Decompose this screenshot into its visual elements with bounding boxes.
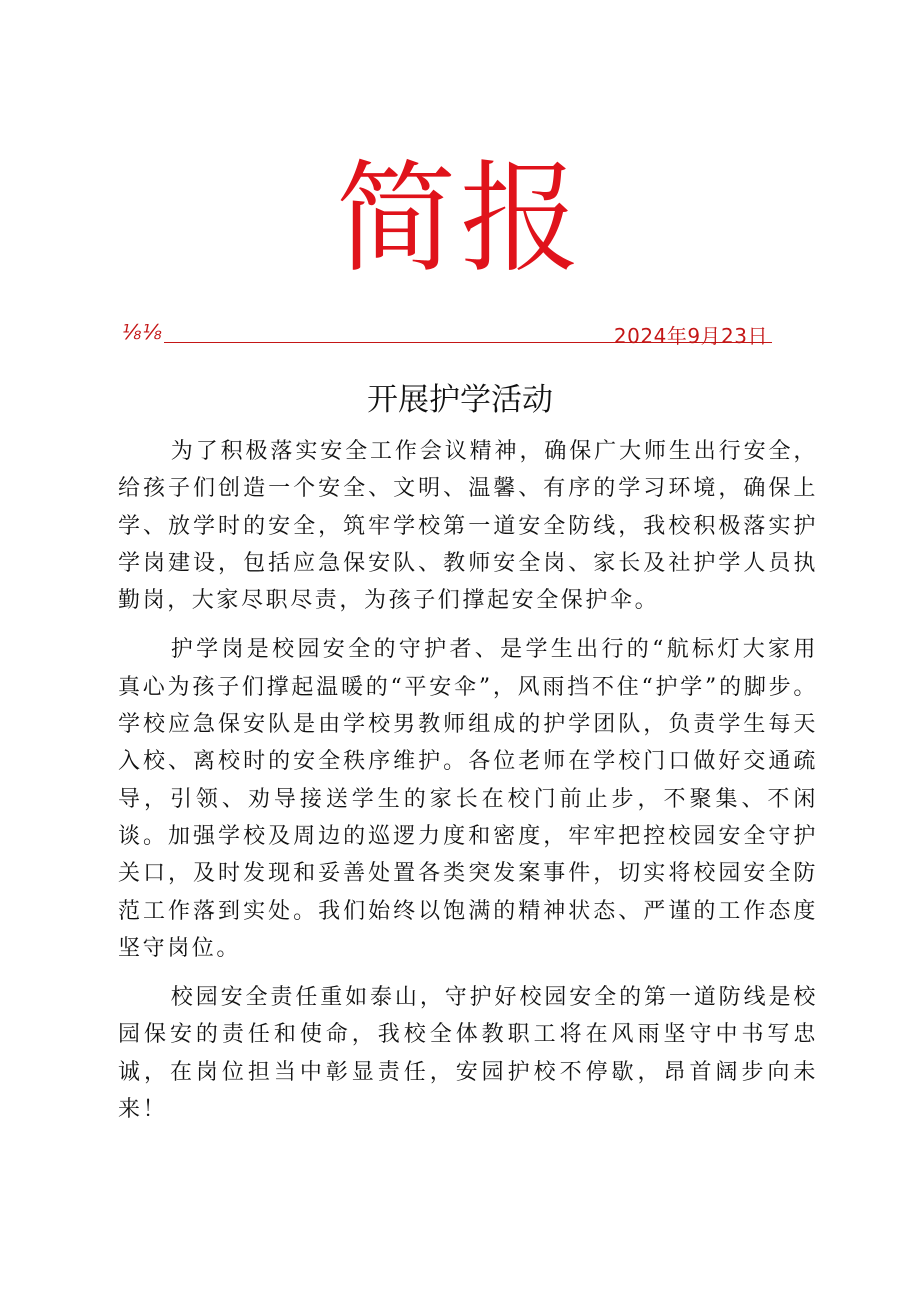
issue-line	[122, 318, 772, 348]
article-paragraph: 为了积极落实安全工作会议精神，确保广大师生出行安全，给孩子们创造一个安全、文明、温馨、有序的学习环境，确保上学、放学时的安全，筑牢学校第一道安全防线，我校积极落实护学岗建设，包括应急保安队、教师安全岗、家长及社护学人员执勤岗，大家尽职尽责，为孩子们撑起安全保护伞。	[118, 439, 818, 614]
issue-number: ⅛⅛	[122, 320, 163, 344]
masthead-title: 简报	[336, 150, 584, 289]
article-title: 开展护学活动	[367, 382, 553, 418]
article-body	[118, 433, 818, 1128]
article-paragraph: 校园安全责任重如泰山，守护好校园安全的第一道防线是校园保安的责任和使命，我校全体教职工将在风雨坚守中书写忠诚，在岗位担当中彰显责任，安园护校不停歇，昂首阔步向未来！	[118, 985, 818, 1123]
article-paragraph: 护学岗是校园安全的守护者、是学生出行的“航标灯大家用真心为孩子们撑起温暖的“平安伞”，风雨挡不住“护学”的脚步。学校应急保安队是由学校男教师组成的护学团队，负责学生每天入校、离校时的安全秩序维护。各位老师在学校门口做好交通疏导，引领、劝导接送学生的家长在校门前止步，不聚集、不闲谈。加强学校及周边的巡逻力度和密度，牢牢把控校园安全守护关口，及时发现和妥善处置各类突发案事件，切实将校园安全防范工作落到实处。我们始终以饱满的精神状态、严谨的工作态度坚守岗位。	[118, 637, 818, 961]
issue-date: 2024年9月23日	[613, 324, 768, 348]
